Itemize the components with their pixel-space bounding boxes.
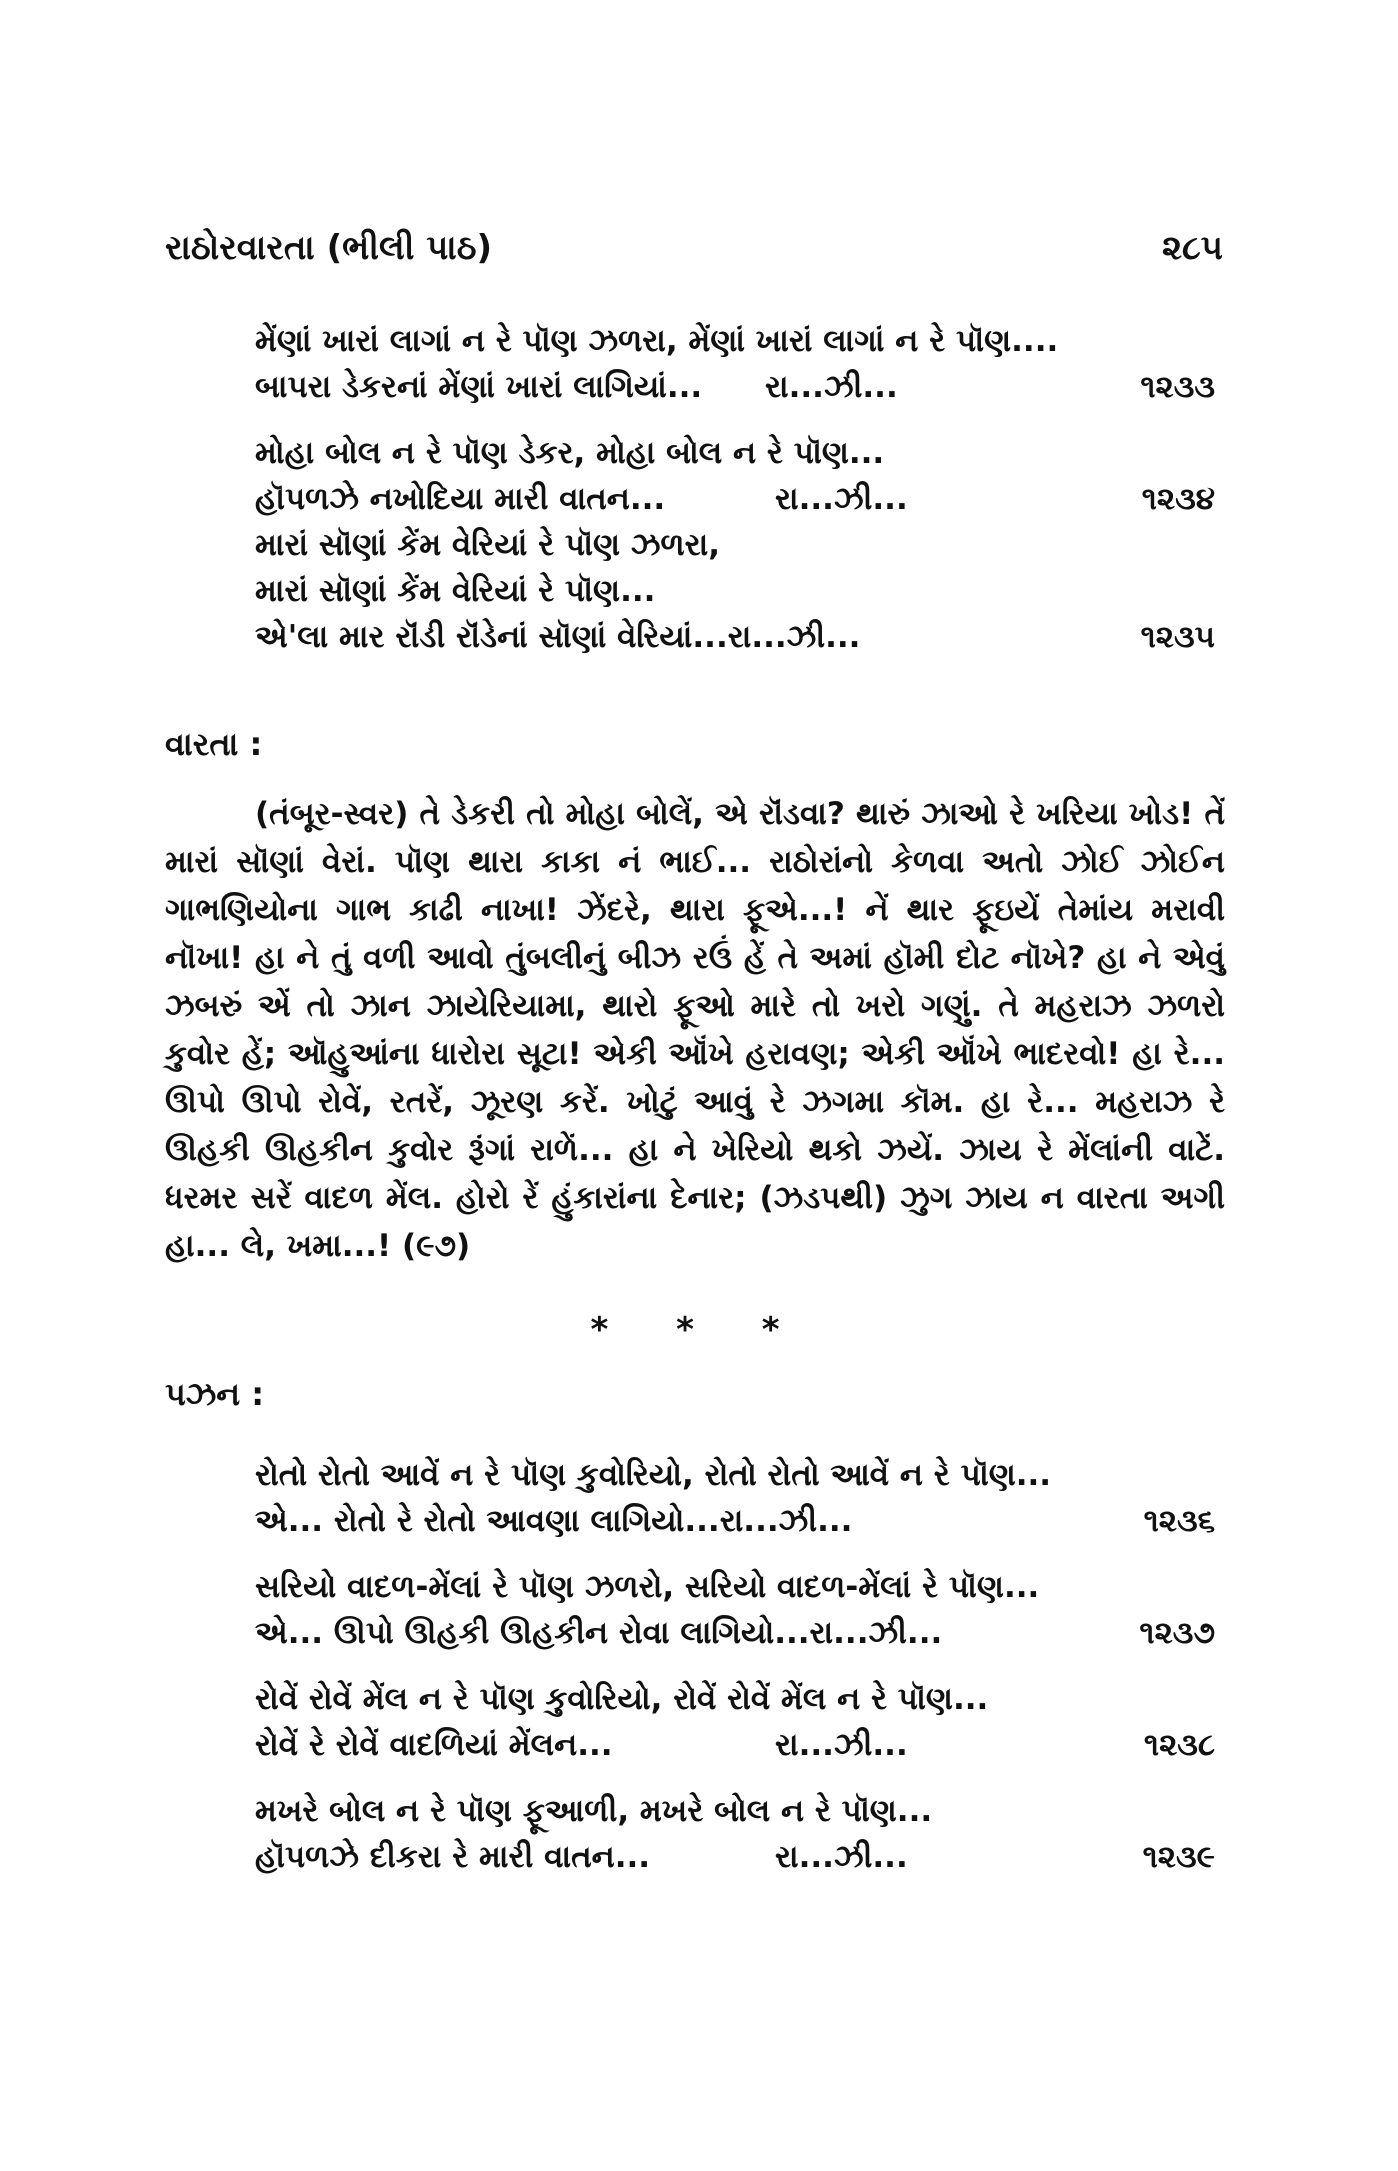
verse-text: રોવેં રોવેં મેંલ ન રે પૉણ કુવોરિયો, રોવેં રોવેં મેંલ ન રે પૉણ... [255,1681,989,1717]
verse-line [255,364,1215,410]
verse-group-bottom [255,1452,1215,1880]
verse-number: ૧૨૩૮ [1143,1727,1215,1763]
verse-number: ૧૨૩૪ [1141,481,1215,517]
verse-number: ૧૨૩૫ [1140,619,1215,655]
verse-line [255,1722,1215,1768]
verse-number: ૧૨૩૩ [1140,369,1215,405]
verse-line [255,1498,1215,1544]
verse-number: ૧૨૩૭ [1139,1615,1215,1651]
page-number: ૨૮૫ [1162,228,1223,268]
verse-line [255,1564,1215,1610]
story-paragraph: (તંબૂર-સ્વર) તે ડેકરી તો મોહા બોલેં, એ રૉંડવા? થારું ઝાઓ રે ખરિયા ખોડ! તેં મારાં સૉણાં વેરાં. પૉણ થારા કાકા નં ભાઈ... રાઠોરાંનો કેળવા અતો ઝોઈ ઝોઈન ગાભણિયોના ગાભ કાઢી નાખા! ઝેંદરે, થારા ફૂએ...! નેં થાર ફૂઇયેં તેમાંય મરાવી નૉખા! હા ને તું વળી આવો તુંબલીનું બીઝ રઉં હેં તે અમાં હૉમી દોટ નૉખે? હા ને એવું ઝબરું એં તો ઝાન ઝાયેરિયામા, થારો ફૂઓ મારે તો ખરો ગણું. તે મહરાઝ ઝળરો કુવોર હેં; ઑહુઆંના ધારોરા સૂટા! એકી ઑંખે હરાવણ; એકી ઑંખે ભાદરવો! હા રે... ઊપો ઊપો રોવેં, રતરેં, ઝૂરણ કરેં. ખોટું આવું રે ઝગમા કૉમ. હા રે... મહરાઝ રે ઊહકી ઊહકીન કુવોર રૂંગાં રાળેં... હા ને ખેરિયો થકો ઝયેં. ઝાય રે મેંલાંની વાટેં. ધરમર સરેં વાદળ મેંલ. હોરો રેં હુંકારાંના દેનાર; (ઝડપથી) ઝુગ ઝાય ન વારતા અગી હા... લે, ખમા...! (૯૭) [165,796,1225,1264]
verse-line [255,1610,1215,1656]
verse-text: એ... ઊપો ઊહકી ઊહકીન રોવા લાગિયો...રા...ઝી... [255,1615,943,1651]
verse-refrain: રા...ઝી... [775,481,908,517]
verse-line [255,476,1215,522]
verse-line [255,1788,1215,1834]
verse-text: મારાં સૉણાં કેંમ વેરિયાં રે પૉણ ઝળરા, [255,527,721,563]
verse-refrain: રા...ઝી... [765,369,898,405]
verse-refrain: રા...ઝી... [775,1727,908,1763]
verse-line [255,522,1215,568]
verse-line [255,430,1215,476]
verse-text: બાપરા ડેકરનાં મેંણાં ખારાં લાગિયાં... [255,369,703,405]
verse-line [255,318,1215,364]
verse-text: મારાં સૉણાં કેંમ વેરિયાં રે પૉણ... [255,573,656,609]
verse-line [255,1834,1215,1880]
verse-text: એ'લા માર રૉંડી રૉંડેનાં સૉણાં વેરિયાં...રા...ઝી... [255,619,861,655]
verse-text: સરિયો વાદળ-મેંલાં રે પૉણ ઝળરો, સરિયો વાદળ-મેંલાં રે પૉણ... [255,1569,1040,1605]
verse-line [255,568,1215,614]
verse-text: મેંણાં ખારાં લાગાં ન રે પૉણ ઝળરા, મેંણાં ખારાં લાગાં ન રે પૉણ.... [255,323,1059,359]
verse-text: હૉપળઝે નખોદિયા મારી વાતન... [255,481,666,517]
verse-line [255,614,1215,660]
pajan-heading: પઝન : [165,1375,265,1413]
verse-text: એ... રોતો રે રોતો આવણા લાગિયો...રા...ઝી... [255,1503,853,1539]
section-separator: * * * [590,1310,808,1350]
verse-group-top [255,318,1215,660]
verse-text: હૉપળઝે દીકરા રે મારી વાતન... [255,1839,651,1875]
verse-number: ૧૨૩૬ [1143,1503,1215,1539]
verse-text: રોતો રોતો આવેં ન રે પૉણ કુવોરિયો, રોતો રોતો આવેં ન રે પૉણ... [255,1457,1052,1493]
verse-text: મખરે બોલ ન રે પૉણ ફૂઆળી, મખરે બોલ ન રે પૉણ... [255,1793,933,1829]
verse-text: રોવેં રે રોવેં વાદળિયાં મેંલન... [255,1727,613,1763]
verse-line [255,1452,1215,1498]
verse-text: મોહા બોલ ન રે પૉણ ડેકર, મોહા બોલ ન રે પૉણ... [255,435,885,471]
story-heading: વારતા : [165,725,263,763]
verse-refrain: રા...ઝી... [775,1839,908,1875]
running-title: રાઠોરવારતા (ભીલી પાઠ) [165,228,493,268]
verse-line [255,1676,1215,1722]
verse-number: ૧૨૩૯ [1142,1839,1215,1875]
